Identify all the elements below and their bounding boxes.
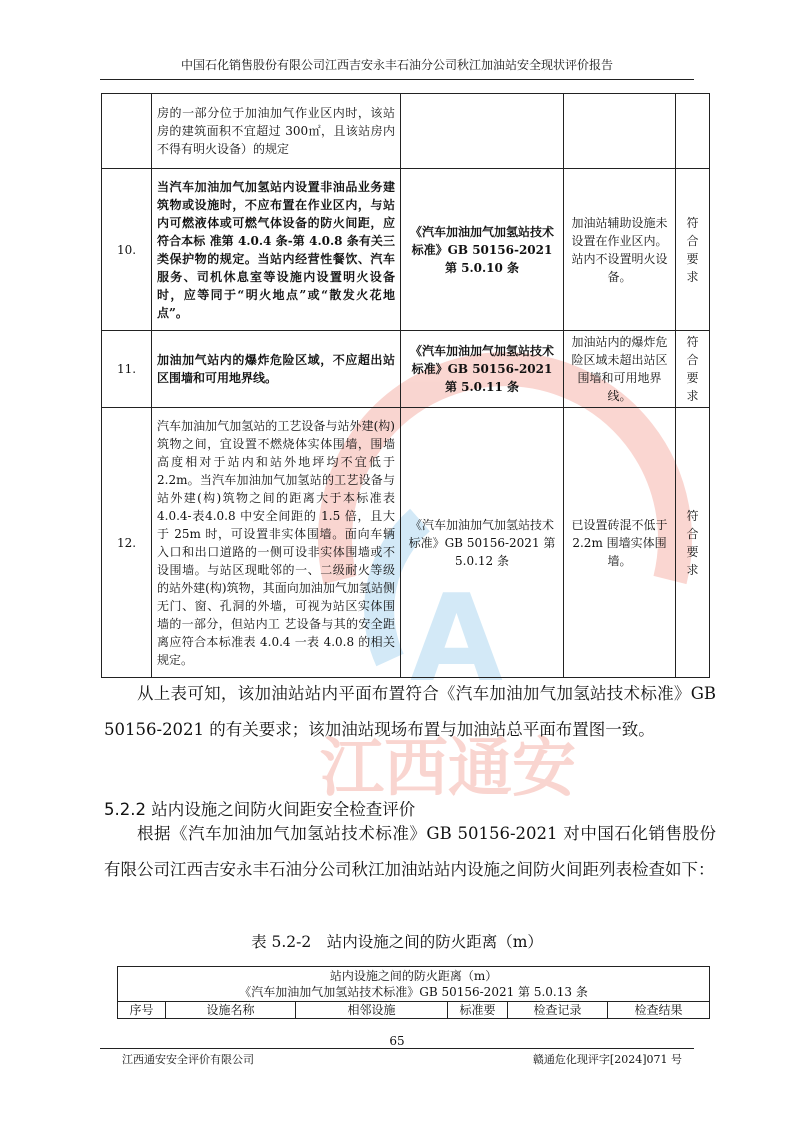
column-header: 检查记录	[508, 1002, 608, 1019]
result-cell: 符合要求	[676, 331, 710, 408]
section-heading: 5.2.2 站内设施之间防火间距安全检查评价	[104, 800, 416, 819]
record-cell	[564, 94, 676, 169]
requirement-cell: 房的一部分位于加油加气作业区内时，该站房的建筑面积不宜超过 300㎡，且该站房内不得有明火设备）的规定	[152, 94, 401, 169]
compliance-table	[101, 93, 710, 678]
header-rule	[100, 79, 694, 80]
row-number: 11.	[102, 331, 152, 408]
table-title-cell	[118, 967, 710, 1002]
result-cell: 符合要求	[676, 169, 710, 331]
column-header: 检查结果	[608, 1002, 710, 1019]
footer-company: 江西通安安全评价有限公司	[122, 1053, 254, 1066]
page-number: 65	[389, 1034, 405, 1048]
column-header: 相邻设施	[296, 1002, 448, 1019]
record-cell: 加油站内的爆炸危险区域未超出站区围墙和可用地界线。	[564, 331, 676, 408]
table-row	[102, 94, 710, 169]
row-number: 12.	[102, 408, 152, 678]
record-cell: 加油站辅助设施未设置在作业区内。站内不设置明火设备。	[564, 169, 676, 331]
row-number: 10.	[102, 169, 152, 331]
running-header: 中国石化销售股份有限公司江西吉安永丰石油分公司秋江加油站安全现状评价报告	[180, 58, 613, 72]
fire-distance-table	[117, 966, 710, 1019]
basis-cell: 《汽车加油加气加氢站技术标准》GB 50156-2021 第 5.0.11 条	[401, 331, 564, 408]
column-header: 标准要	[448, 1002, 508, 1019]
requirement-cell: 加油加气站内的爆炸危险区域，不应超出站区围墙和可用地界线。	[152, 331, 401, 408]
table-row	[102, 169, 710, 331]
table-title-row	[118, 967, 710, 1002]
result-cell	[676, 94, 710, 169]
conclusion-paragraph: 从上表可知，该加油站站内平面布置符合《汽车加油加气加氢站技术标准》GB 50156-2021 的有关要求；该加油站现场布置与加油站总平面布置图一致。	[104, 684, 716, 739]
footer-rule	[100, 1048, 694, 1049]
record-cell: 已设置砖混不低于 2.2m 围墙实体围墙。	[564, 408, 676, 678]
watermark-text: 江西通安	[320, 732, 576, 806]
basis-cell: 《汽车加油加气加氢站技术标准》GB 50156-2021 第 5.0.10 条	[401, 169, 564, 331]
column-header: 设施名称	[166, 1002, 296, 1019]
column-header: 序号	[118, 1002, 166, 1019]
table-row	[102, 331, 710, 408]
requirement-cell: 当汽车加油加气加氢站内设置非油品业务建筑物或设施时，不应布置在作业区内，与站内可燃液体或可燃气体设备的防火间距，应符合本标 准第 4.0.4 条-第 4.0.8 条有关三类保护物的规定。当站内经营性餐饮、汽车服务、司机休息室等设施内设置明火设备时，应等同于“明火地点”或“散发火花地点”。	[152, 169, 401, 331]
table-caption: 表 5.2-2 站内设施之间的防火距离（m）	[251, 933, 543, 951]
table-title-line1: 站内设施之间的防火距离（m）	[329, 969, 498, 983]
footer-doc-number: 赣通危化现评字[2024]071 号	[532, 1053, 682, 1066]
table-title-line2: 《汽车加油加气加氢站技术标准》GB 50156-2021 第 5.0.13 条	[239, 985, 588, 999]
requirement-cell: 汽车加油加气加氢站的工艺设备与站外建(构)筑物之间，宜设置不燃烧体实体围墙，围墙高度相对于站内和站外地坪均不宜低于 2.2m。当汽车加油加气加氢站的工艺设备与站外建(构)筑物之间的距离大于本标准表 4.0.4-表4.0.8 中安全间距的 1.5 倍，且大于 25m 时，可设置非实体围墙。面向车辆入口和出口道路的一侧可设非实体围墙或不设围墙。与站区现毗邻的一、二级耐火等级的站外建(构)筑物，其面向加油加气加氢站侧无门、窗、孔洞的外墙，可视为站区实体围墙的一部分，但站内工 艺设备与其的安全距离应符合本标准表 4.0.4 一表 4.0.8 的相关规定。	[152, 408, 401, 678]
result-cell: 符合要求	[676, 408, 710, 678]
table-row	[102, 408, 710, 678]
table-header-row	[118, 1002, 710, 1019]
intro-paragraph: 根据《汽车加油加气加氢站技术标准》GB 50156-2021 对中国石化销售股份有限公司江西吉安永丰石油分公司秋江加油站站内设施之间防火间距列表检查如下：	[104, 824, 716, 879]
svg-text:A: A	[410, 570, 503, 709]
row-number	[102, 94, 152, 169]
basis-cell	[401, 94, 564, 169]
basis-cell: 《汽车加油加气加氢站技术标准》GB 50156-2021 第 5.0.12 条	[401, 408, 564, 678]
